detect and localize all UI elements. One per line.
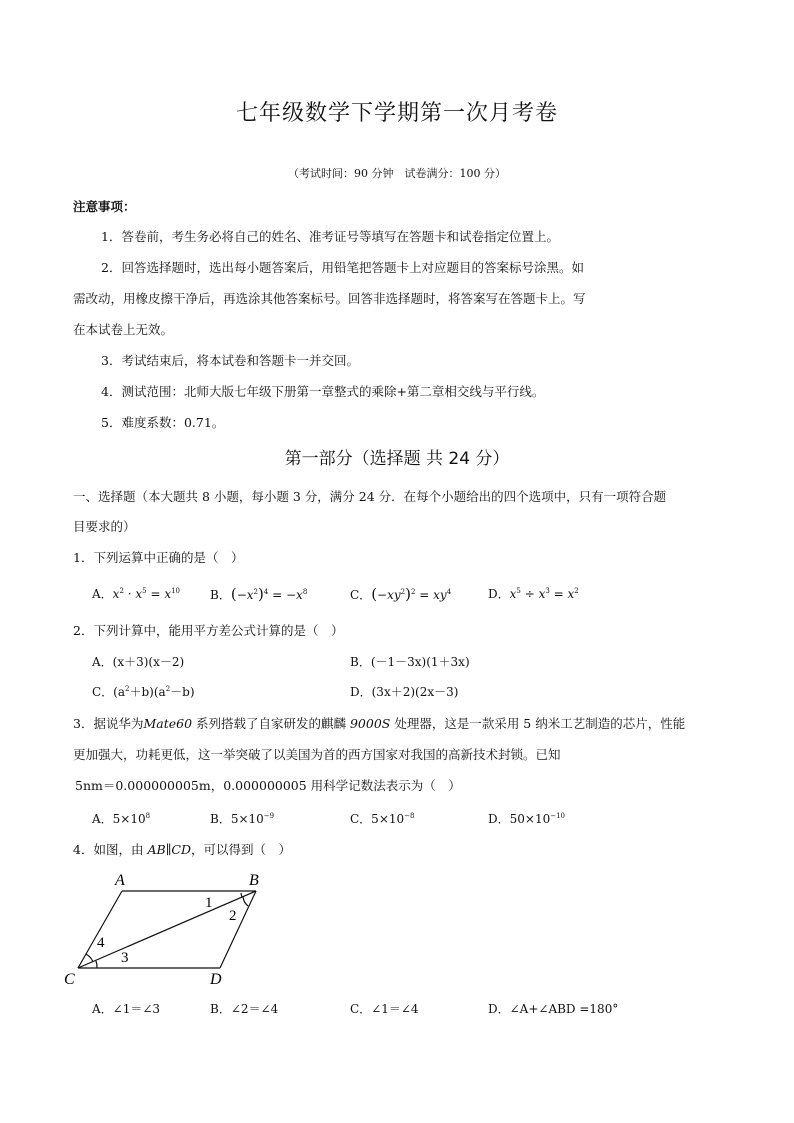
question-2-option-d[interactable]: D．(3x＋2)(2x－3) — [350, 685, 459, 699]
section-instructions-line-2: 目要求的） — [73, 519, 136, 534]
exam-info: （考试时间：90 分钟 试卷满分：100 分） — [288, 167, 506, 180]
vertex-b-label: B — [249, 872, 259, 889]
vertex-a-label: A — [115, 872, 125, 889]
angle-1-label: 1 — [205, 895, 213, 911]
page-title: 七年级数学下学期第一次月考卷 — [235, 101, 558, 126]
vertex-c-label: C — [64, 971, 75, 988]
angle-3-label: 3 — [121, 950, 129, 966]
notice-line-4: 在本试卷上无效。 — [73, 322, 174, 337]
question-3-line-2: 更加强大，功耗更低，这一举突破了以美国为首的西方国家对我国的高新技术封锁。已知 — [73, 747, 561, 762]
notice-line-1: 1．答卷前，考生务必将自己的姓名、准考证号等填写在答题卡和试卷指定位置上。 — [101, 229, 559, 244]
question-4-option-b[interactable]: B．∠2＝∠4 — [210, 1002, 279, 1016]
notice-line-2: 2．回答选择题时，选出每小题答案后，用铅笔把答题卡上对应题目的答案标号涂黑。如 — [101, 260, 584, 275]
question-1-option-d[interactable]: D．$x^5 \div x^3 = x^2$ — [488, 587, 579, 601]
question-4-option-a[interactable]: A．∠1＝∠3 — [92, 1002, 161, 1016]
parallelogram-figure — [60, 865, 280, 990]
notice-line-5: 3．考试结束后，将本试卷和答题卡一并交回。 — [101, 353, 359, 368]
section-instructions-line-1: 一、选择题（本大题共 8 小题，每小题 3 分，满分 24 分．在每个小题给出的四个选项中，只有一项符合题 — [73, 489, 667, 504]
question-4-option-d[interactable]: D．∠A+∠ABD =180° — [488, 1002, 619, 1016]
question-4-option-c[interactable]: C．∠1＝∠4 — [350, 1002, 419, 1016]
question-1-option-c[interactable]: C．$(-xy^2)^2 = xy^4$ — [350, 585, 452, 603]
angle-4-label: 4 — [97, 935, 105, 951]
notice-heading: 注意事项： — [73, 199, 136, 214]
angle-1-arc — [241, 893, 242, 897]
angle-2-label: 2 — [229, 908, 237, 924]
angle-3-arc — [96, 961, 97, 968]
question-3-option-b[interactable]: B．$5\times 10^{-9}$ — [210, 812, 275, 826]
segment-ca — [78, 891, 122, 968]
angle-4-arc — [86, 954, 93, 962]
question-1-option-b[interactable]: B．$(-x^2)^4 = -x^8$ — [210, 585, 308, 603]
question-3-line-1: 3．据说华为Mate60 系列搭载了自家研发的麒麟 9000S 处理器，这是一款采用 5 纳米工艺制造的芯片，性能 — [73, 716, 686, 731]
question-2-option-c[interactable]: C．$(a^2+b)(a^2-b)$ — [92, 685, 195, 699]
question-2-option-a[interactable]: A．(x＋3)(x－2) — [92, 655, 185, 669]
angle-2-arc — [243, 897, 248, 906]
question-2-stem: 2．下列计算中，能用平方差公式计算的是（ ） — [73, 623, 344, 638]
diagonal-cb — [78, 891, 256, 968]
question-3-option-a[interactable]: A．$5\times 10^8$ — [92, 812, 151, 826]
question-3-line-3: 5nm＝0.000000005m，0.000000005 用科学记数法表示为（ ） — [75, 778, 461, 793]
segment-bd — [220, 891, 256, 968]
question-2-option-b[interactable]: B．(－1－3x)(1＋3x) — [350, 655, 470, 669]
question-1-option-a[interactable]: A．$x^2 \cdot x^5 = x^{10}$ — [92, 587, 181, 601]
question-3-option-c[interactable]: C．$5\times 10^{-8}$ — [350, 812, 415, 826]
part-title: 第一部分（选择题 共 24 分） — [284, 449, 510, 469]
notice-line-7: 5．难度系数：0.71。 — [101, 415, 225, 430]
question-3-option-d[interactable]: D．$50\times 10^{-10}$ — [488, 812, 565, 826]
question-1-stem: 1．下列运算中正确的是（ ） — [73, 550, 244, 565]
notice-line-6: 4．测试范围：北师大版七年级下册第一章整式的乘除+第二章相交线与平行线。 — [101, 384, 545, 399]
vertex-d-label: D — [210, 971, 222, 988]
question-4-stem: 4．如图，由 AB∥CD，可以得到（ ） — [73, 842, 292, 857]
notice-line-3: 需改动，用橡皮擦干净后，再选涂其他答案标号。回答非选择题时，将答案写在答题卡上。写 — [73, 291, 586, 306]
